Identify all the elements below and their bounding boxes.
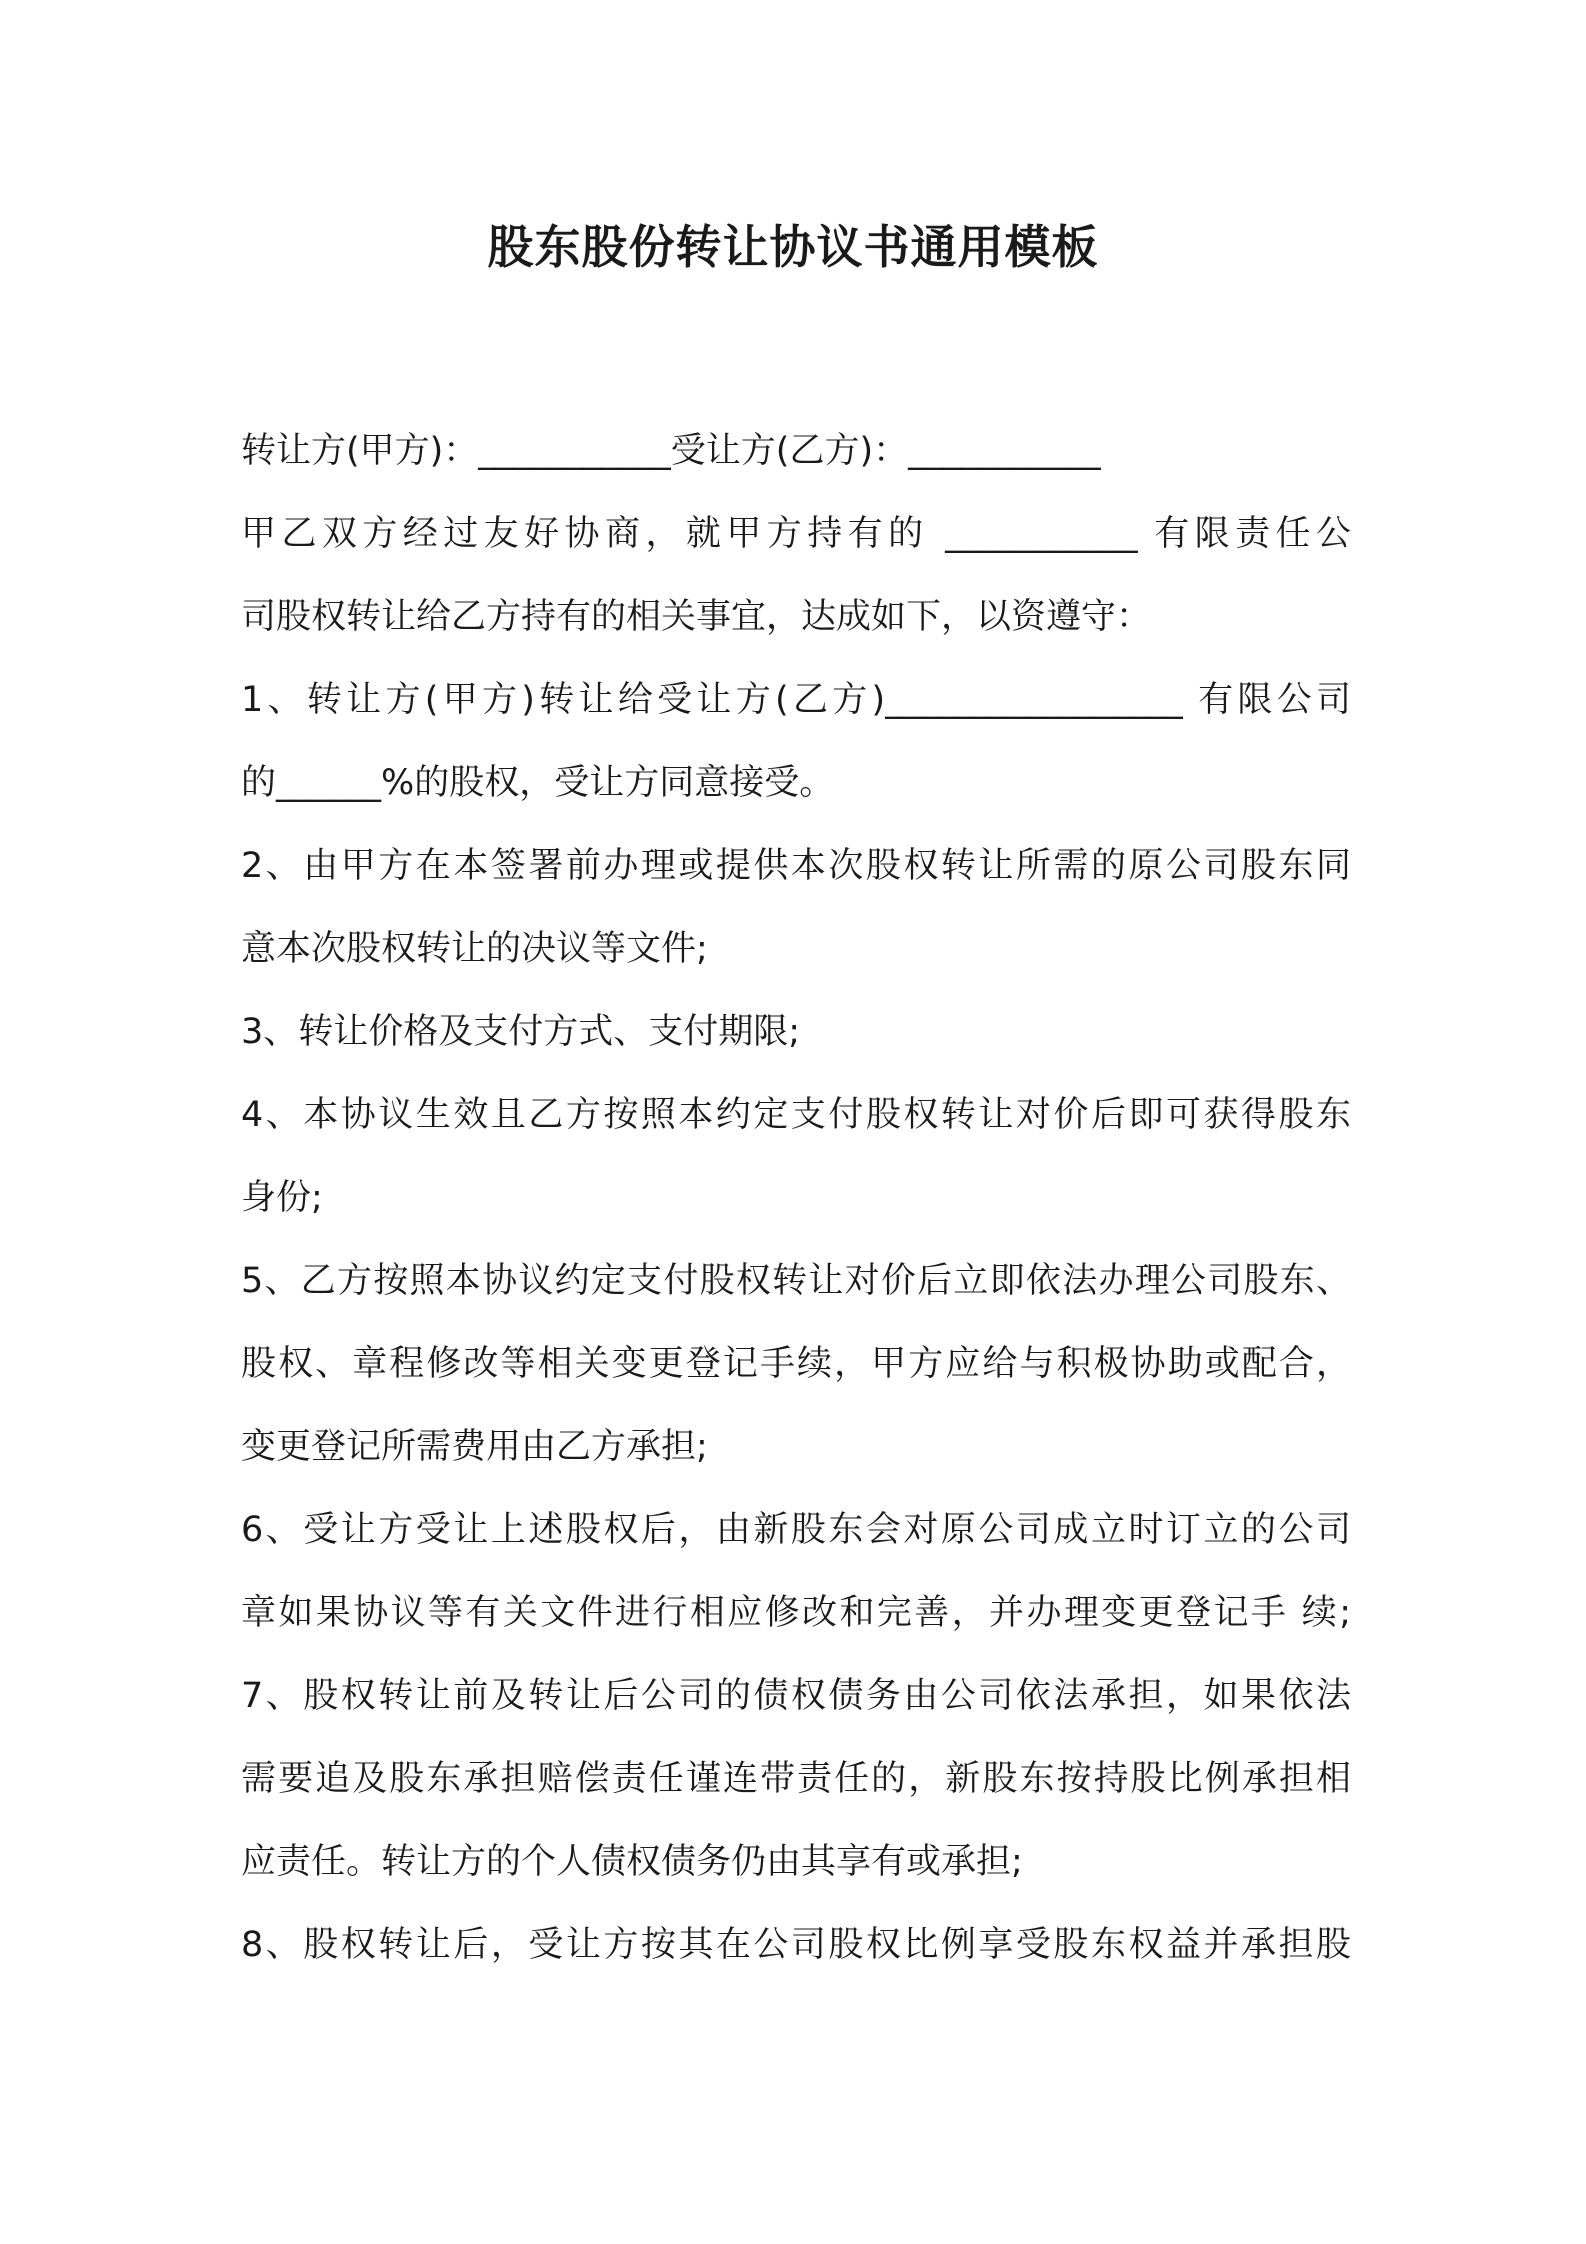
clause-6-line: 章如果协议等有关文件进行相应修改和完善，并办理变更登记手 续; [241,1593,1351,1633]
clause-7-line: 7、股权转让前及转让后公司的债权债务由公司依法承担，如果依法 [241,1676,1351,1716]
clause-6-line: 6、受让方受让上述股权后，由新股东会对原公司成立时订立的公司 [241,1510,1351,1550]
clause-5-line: 5、乙方按照本协议约定支付股权转让对价后立即依法办理公司股东、 [241,1261,1351,1301]
clause-7-line: 需要追及股东承担赔偿责任谨连带责任的，新股东按持股比例承担相 [241,1759,1351,1799]
clause-4-line: 4、本协议生效且乙方按照本约定支付股权转让对价后即可获得股东 [241,1095,1351,1135]
clause-3-line: 3、转让价格及支付方式、支付期限; [241,1012,801,1052]
clause-2-line: 意本次股权转让的决议等文件; [241,929,708,969]
parties-line: 转让方(甲方)：___________受让方(乙方)：___________ [241,431,1101,471]
clause-2-line: 2、由甲方在本签署前办理或提供本次股权转让所需的原公司股东同 [241,846,1351,886]
clause-5-line: 变更登记所需费用由乙方承担; [241,1427,708,1467]
clause-8-line: 8、股权转让后，受让方按其在公司股权比例享受股东权益并承担股 [241,1925,1351,1965]
document-title: 股东股份转让协议书通用模板 [487,220,1099,274]
paragraph-line: 甲乙双方经过友好协商，就甲方持有的 ___________ 有限责任公 [241,514,1351,554]
clause-7-line: 应责任。转让方的个人债权债务仍由其享有或承担; [241,1842,1023,1882]
clause-5-line: 股权、章程修改等相关变更登记手续，甲方应给与积极协助或配合， [241,1344,1351,1384]
clause-1-line: 1、转让方(甲方)转让给受让方(乙方)_________________ 有限公司 [241,680,1351,720]
clause-4-line: 身份; [241,1178,323,1218]
clause-1-line: 的______%的股权，受让方同意接受。 [241,763,835,803]
document-body [241,410,1371,1987]
paragraph-line: 司股权转让给乙方持有的相关事宜，达成如下，以资遵守： [241,597,1152,637]
